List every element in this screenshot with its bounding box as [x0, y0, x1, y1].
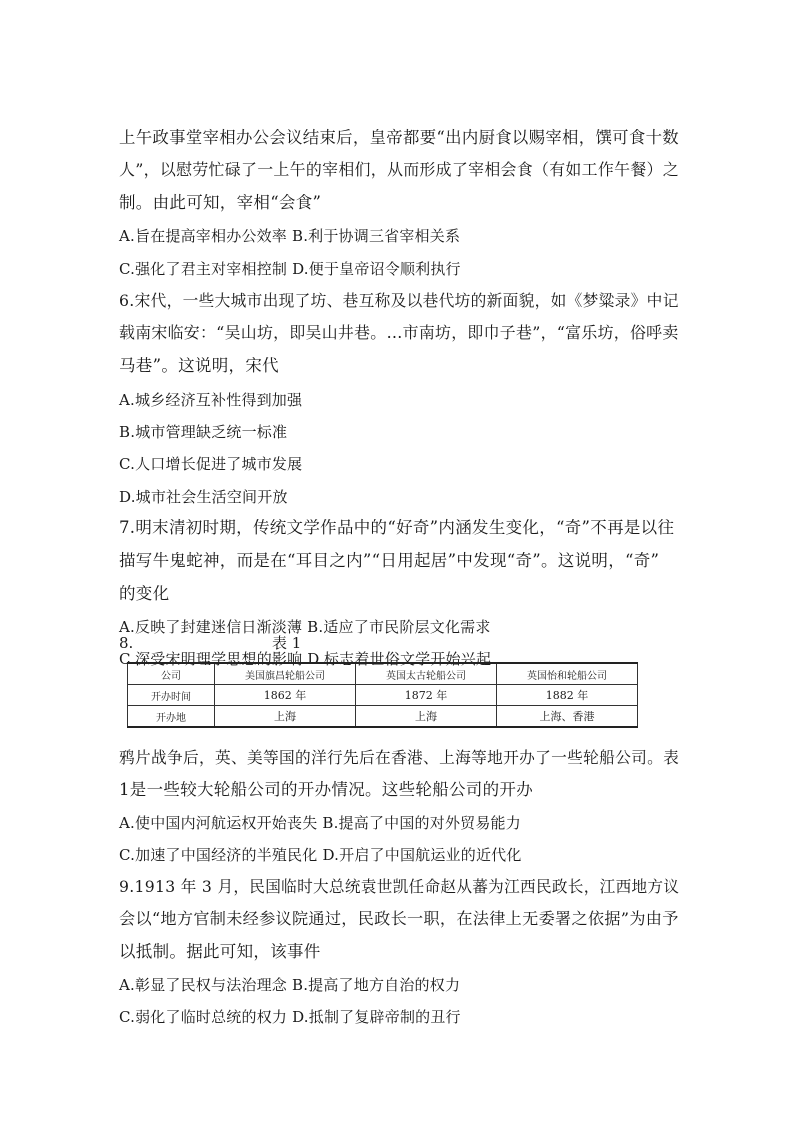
table-header-row	[128, 663, 638, 685]
q8-number: 8.	[119, 634, 134, 652]
q8-stem-line-1: 鸦片战争后，英、美等国的洋行先后在香港、上海等地开办了一些轮船公司。表	[119, 748, 680, 767]
q5-options-cd: C.强化了君主对宰相控制 D.便于皇帝诏令顺利执行	[119, 260, 461, 278]
table-cell: 1862 年	[215, 685, 356, 706]
table-caption: 表 1	[272, 634, 302, 652]
q8-options-cd: C.加速了中国经济的半殖民化 D.开启了中国航运业的近代化	[119, 846, 522, 864]
table-cell: 上海	[215, 706, 356, 728]
q9-options-ab: A.彰显了民权与法治理念 B.提高了地方自治的权力	[119, 976, 461, 994]
q5-options-ab: A.旨在提高宰相办公效率 B.利于协调三省宰相关系	[119, 227, 461, 245]
q8-stem-line-2: 1是一些较大轮船公司的开办情况。这些轮船公司的开办	[119, 780, 533, 799]
q6-stem-line-2: 载南宋临安：“吴山坊，即吴山井巷。…市南坊，即巾子巷”，“富乐坊，俗呼卖	[119, 323, 679, 342]
q7-options-cd: C.深受宋明理学思想的影响 D.标志着世俗文学开始兴起	[119, 650, 492, 668]
q7-options-ab: A.反映了封建迷信日渐淡薄 B.适应了市民阶层文化需求	[119, 618, 491, 636]
q5-stem-line-3: 制。由此可知，宰相“会食”	[119, 193, 322, 212]
table-row	[128, 706, 638, 728]
table-cell: 开办地	[128, 706, 215, 728]
q8-options-ab: A.使中国内河航运权开始丧失 B.提高了中国的对外贸易能力	[119, 814, 521, 832]
table-cell: 1882 年	[497, 685, 638, 706]
table-header-cell: 公司	[128, 663, 215, 685]
q7-stem-line-1: 7.明末清初时期，传统文学作品中的“好奇”内涵发生变化，“奇”不再是以往	[119, 518, 675, 537]
table-cell: 开办时间	[128, 685, 215, 706]
table-row	[128, 685, 638, 706]
table-cell: 上海、香港	[497, 706, 638, 728]
table-header-cell: 英国太古轮船公司	[356, 663, 497, 685]
q6-option-a: A.城乡经济互补性得到加强	[119, 391, 303, 409]
q6-option-d: D.城市社会生活空间开放	[119, 488, 288, 506]
q7-stem-line-2: 描写牛鬼蛇神，而是在“耳目之内”“日用起居”中发现“奇”。这说明，“奇”	[119, 551, 660, 570]
table-cell: 1872 年	[356, 685, 497, 706]
shipping-companies-table	[127, 662, 638, 728]
q5-stem-line-2: 人”，以慰劳忙碌了一上午的宰相们，从而形成了宰相会食（有如工作午餐）之	[119, 160, 679, 179]
table-header-cell: 美国旗昌轮船公司	[215, 663, 356, 685]
q6-option-c: C.人口增长促进了城市发展	[119, 455, 303, 473]
q5-stem-line-1: 上午政事堂宰相办公会议结束后，皇帝都要“出内厨食以赐宰相，馔可食十数	[119, 128, 679, 147]
table-header-cell: 英国怡和轮船公司	[497, 663, 638, 685]
q9-stem-line-2: 会以“地方官制未经参议院通过，民政长一职，在法律上无委署之依据”为由予	[119, 909, 679, 928]
q9-stem-line-1: 9.1913 年 3 月，民国临时大总统袁世凯任命赵从蕃为江西民政长，江西地方议	[119, 877, 680, 896]
q9-stem-line-3: 以抵制。据此可知，该事件	[119, 942, 321, 961]
q6-option-b: B.城市管理缺乏统一标准	[119, 423, 288, 441]
table-cell: 上海	[356, 706, 497, 728]
q6-stem-line-1: 6.宋代，一些大城市出现了坊、巷互称及以巷代坊的新面貌，如《梦粱录》中记	[119, 291, 679, 310]
q7-stem-line-3: 的变化	[119, 584, 170, 603]
q6-stem-line-3: 马巷”。这说明，宋代	[119, 356, 279, 375]
q9-options-cd: C.弱化了临时总统的权力 D.抵制了复辟帝制的丑行	[119, 1008, 461, 1026]
